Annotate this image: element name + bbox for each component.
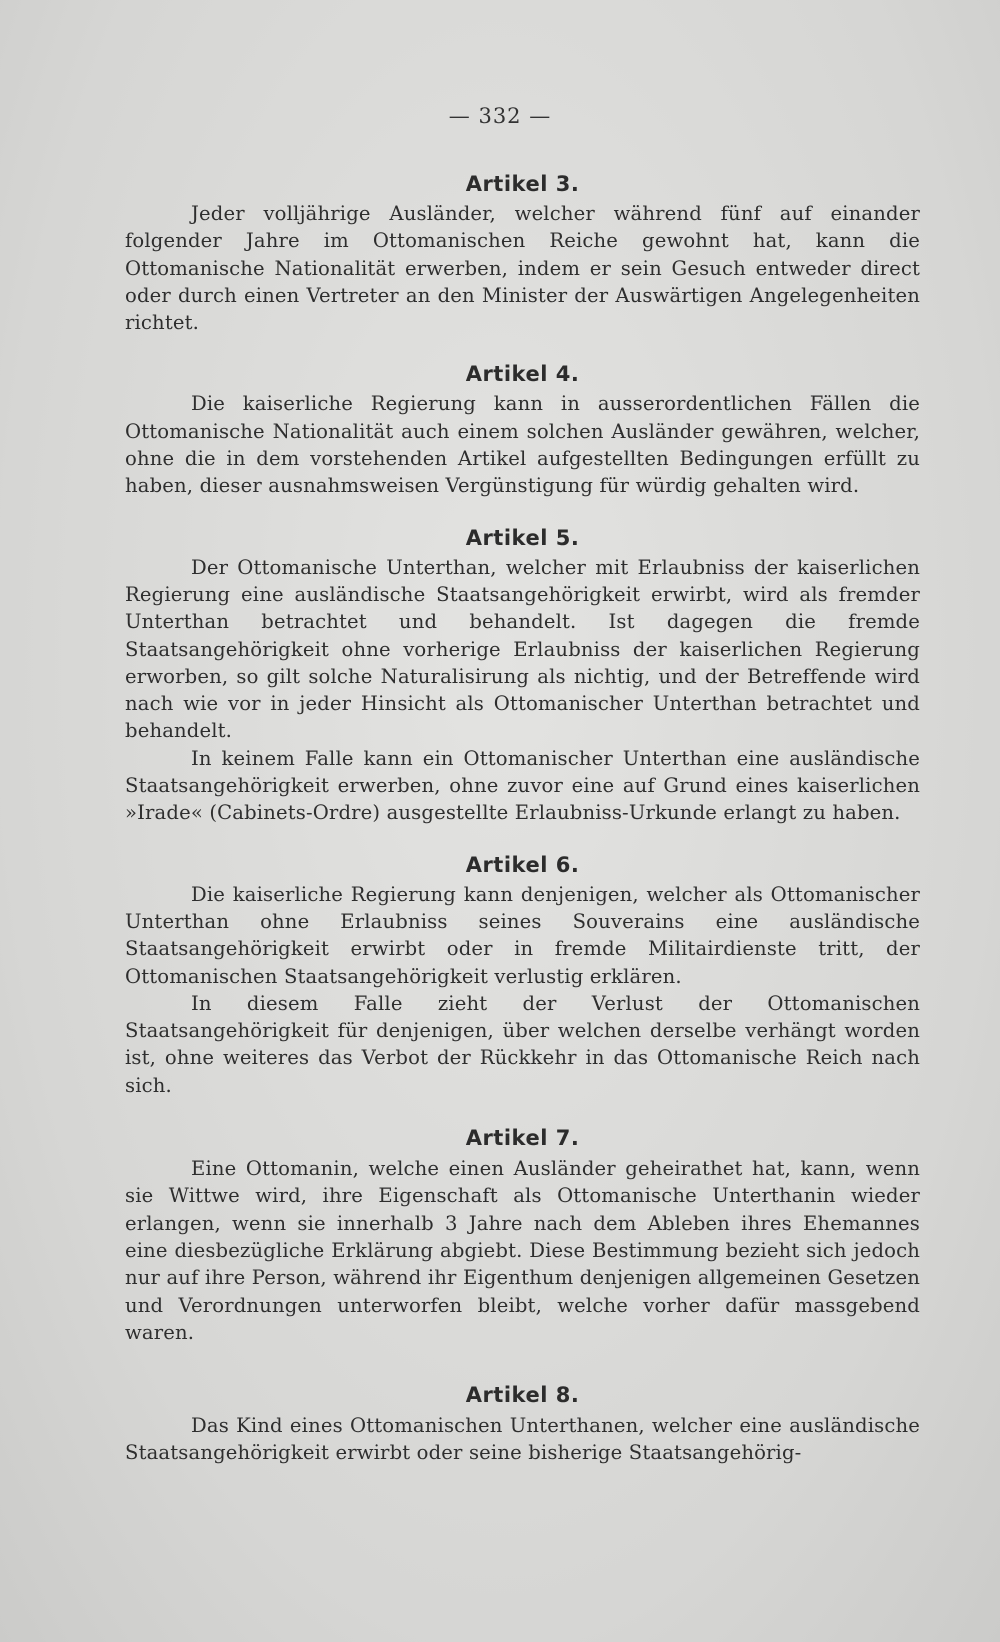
article-4 (125, 358, 920, 499)
article-paragraph: In diesem Falle zieht der Verlust der Ottomanischen Staatsangehörigkeit für denjenigen, über welchen derselbe verhängt worden ist, ohne weiteres das Verbot der Rückkehr in das Ottomanische Reich nach sich. (125, 991, 920, 1097)
article-3 (125, 168, 920, 336)
page-number: — 332 — (448, 104, 552, 128)
page-body (125, 168, 920, 1467)
article-heading: Artikel 4. (465, 362, 580, 387)
article-paragraph: Der Ottomanische Unterthan, welcher mit Erlaubniss der kaiserlichen Regierung eine ausländische Staatsangehörigkeit erwirbt, wird als fremder Unterthan betrachtet und behandelt. Ist dagegen die fremde Staatsangehörigkeit ohne vorherige Erlaubniss der kaiserlichen Regierung erworben, so gilt solche Naturalisirung als nichtig, und der Betreffende wird nach wie vor in jeder Hinsicht als Ottomanischer Unterthan betrachtet und behandelt. (125, 555, 920, 743)
article-heading: Artikel 6. (465, 852, 580, 877)
article-paragraph: Eine Ottomanin, welche einen Ausländer geheirathet hat, kann, wenn sie Wittwe wird, ihre Eigenschaft als Ottomanische Unterthanin wieder erlangen, wenn sie innerhalb 3 Jahre nach dem Ableben ihres Ehemannes eine diesbezügliche Erklärung abgiebt. Diese Bestimmung bezieht sich jedoch nur auf ihre Person, während ihr Eigenthum denjenigen allgemeinen Gesetzen und Verordnungen unterworfen bleibt, welche vorher dafür massgebend waren. (125, 1157, 920, 1344)
article-6 (125, 849, 920, 1099)
article-8 (125, 1378, 920, 1467)
article-5 (125, 522, 920, 827)
article-heading: Artikel 8. (465, 1383, 580, 1408)
article-paragraph: Die kaiserliche Regierung kann denjenigen, welcher als Ottomanischer Unterthan ohne Erlaubniss seines Souverains eine ausländische Staatsangehörigkeit erwirbt oder in fremde Militairdienste tritt, der Ottomanischen Staatsangehörigkeit verlustig erklären. (125, 882, 920, 988)
article-7 (125, 1121, 920, 1346)
article-paragraph: Jeder volljährige Ausländer, welcher während fünf auf einander folgender Jahre im Ottomanischen Reiche gewohnt hat, kann die Ottomanische Nationalität erwerben, indem er sein Gesuch entweder direct oder durch einen Vertreter an den Minister der Auswärtigen Angelegenheiten richtet. (125, 202, 920, 335)
article-paragraph: Das Kind eines Ottomanischen Unterthanen, welcher eine ausländische Staatsangehörigkeit erwirbt oder seine bisherige Staatsangehörig- (125, 1414, 920, 1465)
article-heading: Artikel 5. (465, 525, 580, 550)
article-paragraph: In keinem Falle kann ein Ottomanischer Unterthan eine ausländische Staatsangehörigkeit erwerben, ohne zuvor eine auf Grund eines kaiserlichen »Irade« (Cabinets-Ordre) ausgestellte Erlaubniss-Urkunde erlangt zu haben. (125, 746, 920, 825)
article-paragraph: Die kaiserliche Regierung kann in ausserordentlichen Fällen die Ottomanische Nationalität auch einem solchen Ausländer gewähren, welcher, ohne die in dem vorstehenden Artikel aufgestellten Bedingungen erfüllt zu haben, dieser ausnahmsweisen Vergünstigung für würdig gehalten wird. (125, 392, 920, 498)
article-heading: Artikel 7. (465, 1126, 580, 1151)
article-heading: Artikel 3. (465, 172, 580, 196)
